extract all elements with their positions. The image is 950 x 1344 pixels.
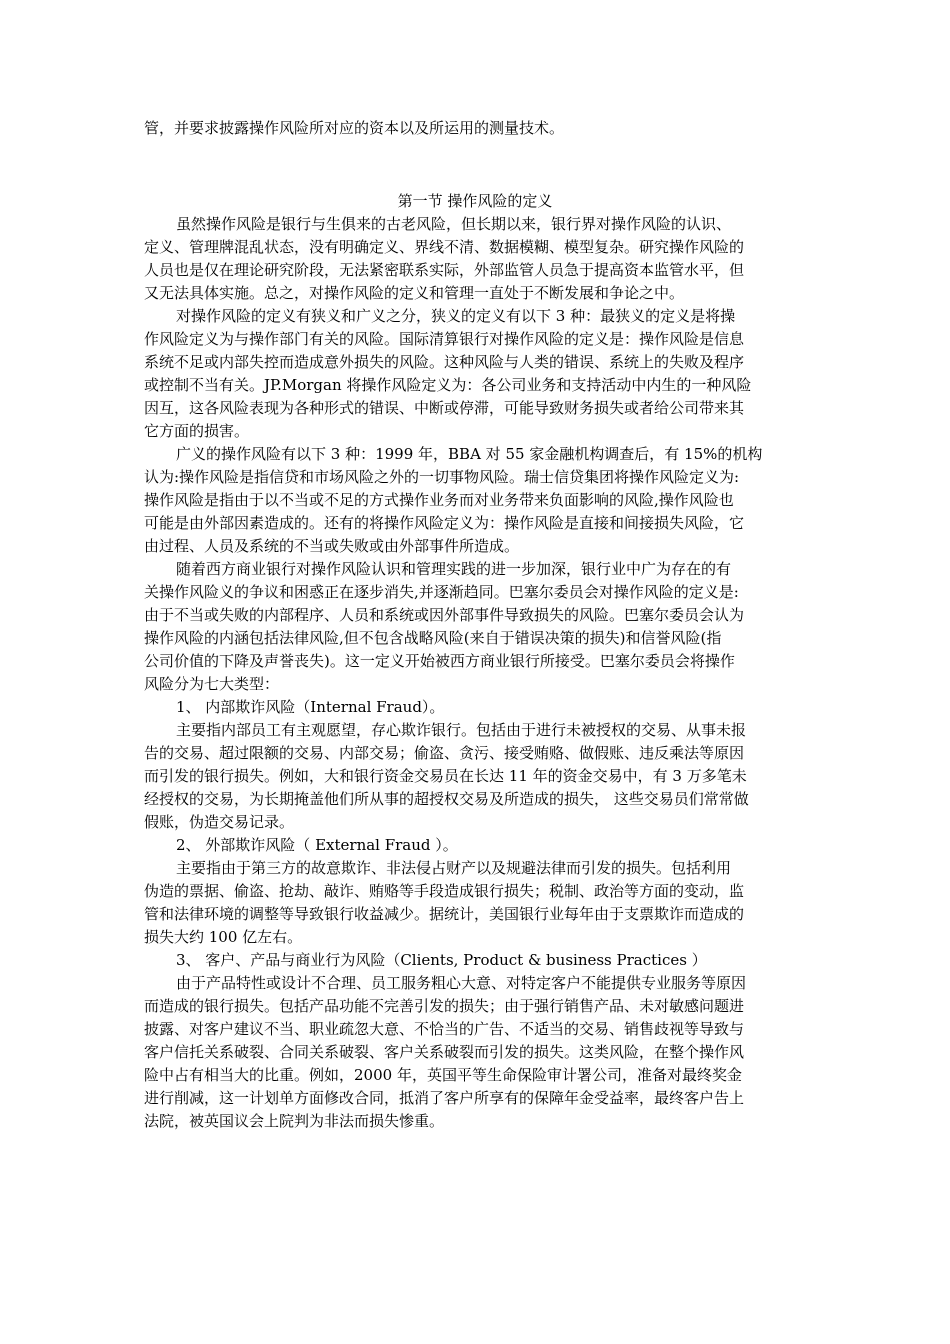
text-line: 而造成的银行损失。包括产品功能不完善引发的损失；由于强行销售产品、未对敏感问题进: [144, 997, 745, 1015]
text-line: 假账，伪造交易记录。: [144, 813, 295, 831]
text-line: 操作风险是指由于以不当或不足的方式操作业务而对业务带来负面影响的风险,操作风险也: [144, 491, 734, 509]
text-line: 由过程、人员及系统的不当或失败或由外部事件所造成。: [144, 537, 520, 555]
text-line: 3、 客户、产品与商业行为风险（Clients, Product & business Practices ）: [176, 951, 707, 969]
text-line: 虽然操作风险是银行与生俱来的古老风险，但长期以来，银行界对操作风险的认识、: [176, 215, 732, 233]
text-line: 险中占有相当大的比重。例如，2000 年，英国平等生命保险审计署公司，准备对最终奖金: [144, 1066, 742, 1084]
text-line: 随着西方商业银行对操作风险认识和管理实践的进一步加深，银行业中广为存在的有: [176, 560, 732, 578]
text-line: 又无法具体实施。总之，对操作风险的定义和管理一直处于不断发展和争论之中。: [144, 284, 685, 302]
text-line: 客户信托关系破裂、合同关系破裂、客户关系破裂而引发的损失。这类风险，在整个操作风: [144, 1043, 745, 1061]
text-line: 1、 内部欺诈风险（Internal Fraud）。: [176, 698, 445, 716]
text-line: 由于不当或失败的内部程序、人员和系统或因外部事件导致损失的风险。巴塞尔委员会认为: [144, 606, 745, 624]
text-line: 广义的操作风险有以下 3 种：1999 年，BBA 对 55 家金融机构调查后，有 15%的机构: [176, 445, 763, 463]
text-line: 进行削减，这一计划单方面修改合同，抵消了客户所享有的保障年金受益率，最终客户告上: [144, 1089, 745, 1107]
intro-line: 管，并要求披露操作风险所对应的资本以及所运用的测量技术。: [144, 119, 565, 137]
text-line: 可能是由外部因素造成的。还有的将操作风险定义为：操作风险是直接和间接损失风险，它: [144, 514, 745, 532]
text-line: 而引发的银行损失。例如，大和银行资金交易员在长达 11 年的资金交易中，有 3 万多笔未: [144, 767, 747, 785]
text-line: 操作风险的内涵包括法律风险,但不包含战略风险(来自于错误决策的损失)和信誉风险(指: [144, 629, 722, 647]
text-line: 2、 外部欺诈风险（ External Fraud ）。: [176, 836, 458, 854]
text-line: 法院，被英国议会上院判为非法而损失惨重。: [144, 1112, 445, 1130]
text-line: 伪造的票据、偷盗、抢劫、敲诈、贿赂等手段造成银行损失；税制、政治等方面的变动，监: [144, 882, 745, 900]
text-line: 告的交易、超过限额的交易、内部交易；偷盗、贪污、接受贿赂、做假账、违反乘法等原因: [144, 744, 745, 762]
text-line: 系统不足或内部失控而造成意外损失的风险。这种风险与人类的错误、系统上的失败及程序: [144, 353, 745, 371]
text-line: 作风险定义为与操作部门有关的风险。国际清算银行对操作风险的定义是：操作风险是信息: [144, 330, 745, 348]
text-line: 主要指内部员工有主观愿望，存心欺诈银行。包括由于进行未被授权的交易、从事未报: [176, 721, 747, 739]
text-line: 对操作风险的定义有狭义和广义之分，狭义的定义有以下 3 种：最狭义的定义是将操: [176, 307, 736, 325]
text-line: 损失大约 100 亿左右。: [144, 928, 303, 946]
body-text: [144, 213, 806, 1133]
text-line: 经授权的交易，为长期掩盖他们所从事的超授权交易及所造成的损失， 这些交易员们常常做: [144, 790, 749, 808]
text-line: 由于产品特性或设计不合理、员工服务粗心大意、对特定客户不能提供专业服务等原因: [176, 974, 747, 992]
text-line: 认为:操作风险是指信贷和市场风险之外的一切事物风险。瑞士信贷集团将操作风险定义为:: [144, 468, 740, 486]
text-line: 主要指由于第三方的故意欺诈、非法侵占财产以及规避法律而引发的损失。包括利用: [176, 859, 732, 877]
text-line: 因互，这各风险表现为各种形式的错误、中断或停滞，可能导致财务损失或者给公司带来其: [144, 399, 745, 417]
text-line: 或控制不当有关。JP.Morgan 将操作风险定义为：各公司业务和支持活动中内生的一种风险: [144, 376, 752, 394]
text-line: 公司价值的下降及声誉丧失)。这一定义开始被西方商业银行所接受。巴塞尔委员会将操作: [144, 652, 735, 670]
text-line: 关操作风险义的争议和困惑正在逐步消失,并逐渐趋同。巴塞尔委员会对操作风险的定义是:: [144, 583, 739, 601]
text-line: 定义、管理牌混乱状态，没有明确定义、界线不清、数据模糊、模型复杂。研究操作风险的: [144, 238, 745, 256]
section-title: 第一节 操作风险的定义: [397, 192, 553, 210]
text-line: 它方面的损害。: [144, 422, 250, 440]
text-line: 披露、对客户建议不当、职业疏忽大意、不恰当的广告、不适当的交易、销售歧视等导致与: [144, 1020, 745, 1038]
text-line: 风险分为七大类型：: [144, 675, 280, 693]
text-line: 管和法律环境的调整等导致银行收益减少。据统计，美国银行业每年由于支票欺诈而造成的: [144, 905, 745, 923]
text-line: 人员也是仅在理论研究阶段，无法紧密联系实际，外部监管人员急于提高资本监管水平，但: [144, 261, 745, 279]
